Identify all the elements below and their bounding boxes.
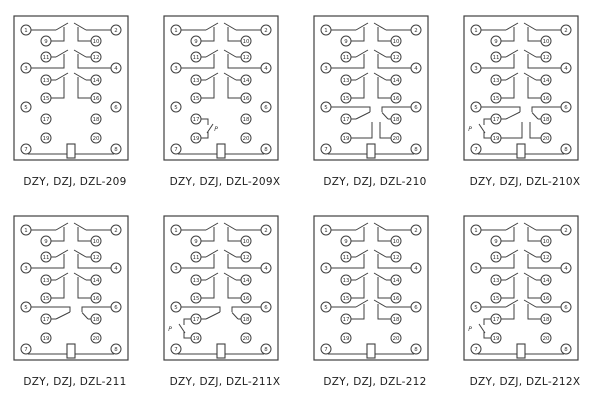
svg-text:12: 12	[542, 54, 550, 61]
diagram-label: DZY, DZJ, DZL-212X	[469, 376, 581, 388]
diagram-label: DZY, DZJ, DZL-211	[23, 376, 127, 388]
svg-text:11: 11	[192, 54, 200, 61]
svg-text:6: 6	[414, 104, 418, 111]
svg-text:4: 4	[414, 265, 418, 272]
svg-text:9: 9	[494, 38, 498, 45]
svg-text:8: 8	[414, 346, 418, 353]
svg-text:3: 3	[324, 265, 328, 272]
svg-text:3: 3	[174, 65, 178, 72]
svg-text:4: 4	[564, 265, 568, 272]
svg-text:19: 19	[192, 335, 200, 342]
svg-text:8: 8	[264, 346, 268, 353]
svg-text:11: 11	[42, 54, 50, 61]
svg-text:13: 13	[42, 277, 50, 284]
svg-text:3: 3	[174, 265, 178, 272]
diagram-cell-dzl-211x	[150, 200, 300, 400]
svg-text:18: 18	[392, 316, 400, 323]
relay-schematic-dzl-212	[300, 200, 450, 370]
svg-text:5: 5	[474, 304, 478, 311]
svg-text:3: 3	[474, 65, 478, 72]
svg-text:10: 10	[392, 38, 400, 45]
svg-text:13: 13	[492, 77, 500, 84]
svg-text:16: 16	[242, 95, 250, 102]
svg-text:6: 6	[264, 304, 268, 311]
svg-text:5: 5	[324, 104, 328, 111]
svg-text:12: 12	[392, 254, 400, 261]
relay-schematic-dzl-212x	[450, 200, 600, 370]
svg-text:9: 9	[344, 238, 348, 245]
svg-text:8: 8	[564, 146, 568, 153]
svg-text:5: 5	[174, 104, 178, 111]
svg-text:20: 20	[392, 135, 400, 142]
svg-text:10: 10	[242, 238, 250, 245]
svg-text:14: 14	[392, 277, 400, 284]
svg-text:19: 19	[42, 335, 50, 342]
svg-text:14: 14	[542, 77, 550, 84]
diagram-cell-dzl-212x	[450, 200, 600, 400]
svg-text:15: 15	[42, 295, 50, 302]
svg-text:20: 20	[392, 335, 400, 342]
svg-text:19: 19	[42, 135, 50, 142]
svg-text:10: 10	[392, 238, 400, 245]
diagram-cell-dzl-211	[0, 200, 150, 400]
svg-text:12: 12	[242, 254, 250, 261]
svg-text:13: 13	[492, 277, 500, 284]
svg-text:2: 2	[414, 27, 418, 34]
svg-text:15: 15	[342, 295, 350, 302]
svg-text:5: 5	[24, 304, 28, 311]
svg-text:17: 17	[492, 316, 500, 323]
relay-schematic-dzl-210	[300, 0, 450, 170]
svg-text:9: 9	[44, 238, 48, 245]
svg-text:10: 10	[92, 238, 100, 245]
svg-text:10: 10	[92, 38, 100, 45]
svg-text:11: 11	[42, 254, 50, 261]
svg-text:P: P	[214, 126, 218, 133]
svg-text:2: 2	[114, 27, 118, 34]
diagram-label: DZY, DZJ, DZL-209	[23, 176, 127, 188]
svg-text:4: 4	[414, 65, 418, 72]
svg-text:18: 18	[92, 116, 100, 123]
svg-text:19: 19	[192, 135, 200, 142]
svg-text:2: 2	[114, 227, 118, 234]
relay-schematic-dzl-210x	[450, 0, 600, 170]
svg-text:13: 13	[342, 77, 350, 84]
svg-text:20: 20	[92, 335, 100, 342]
svg-text:4: 4	[114, 65, 118, 72]
diagram-label: DZY, DZJ, DZL-212	[323, 376, 427, 388]
svg-text:9: 9	[344, 38, 348, 45]
svg-text:9: 9	[494, 238, 498, 245]
svg-text:17: 17	[192, 116, 200, 123]
svg-text:9: 9	[194, 238, 198, 245]
svg-text:7: 7	[24, 346, 28, 353]
svg-text:4: 4	[564, 65, 568, 72]
svg-text:19: 19	[342, 335, 350, 342]
diagram-cell-dzl-209x	[150, 0, 300, 200]
svg-text:14: 14	[242, 277, 250, 284]
svg-text:15: 15	[192, 95, 200, 102]
svg-text:6: 6	[114, 104, 118, 111]
relay-schematic-dzl-211x	[150, 200, 300, 370]
diagram-cell-dzl-209	[0, 0, 150, 200]
svg-text:20: 20	[92, 135, 100, 142]
svg-text:3: 3	[474, 265, 478, 272]
svg-text:1: 1	[324, 227, 328, 234]
svg-text:14: 14	[542, 277, 550, 284]
svg-text:19: 19	[492, 335, 500, 342]
svg-text:8: 8	[114, 146, 118, 153]
svg-text:7: 7	[324, 146, 328, 153]
svg-text:11: 11	[492, 54, 500, 61]
svg-text:5: 5	[24, 104, 28, 111]
svg-text:16: 16	[542, 295, 550, 302]
svg-text:8: 8	[564, 346, 568, 353]
diagram-cell-dzl-210	[300, 0, 450, 200]
svg-text:1: 1	[24, 227, 28, 234]
svg-text:19: 19	[492, 135, 500, 142]
svg-text:11: 11	[342, 254, 350, 261]
svg-text:3: 3	[24, 65, 28, 72]
svg-text:20: 20	[242, 135, 250, 142]
svg-text:8: 8	[114, 346, 118, 353]
svg-text:11: 11	[492, 254, 500, 261]
svg-text:15: 15	[42, 95, 50, 102]
svg-text:18: 18	[542, 316, 550, 323]
svg-text:6: 6	[564, 304, 568, 311]
svg-text:P: P	[468, 126, 472, 133]
svg-text:20: 20	[242, 335, 250, 342]
diagram-label: DZY, DZJ, DZL-211X	[169, 376, 281, 388]
svg-text:2: 2	[414, 227, 418, 234]
svg-text:18: 18	[242, 116, 250, 123]
relay-schematic-dzl-211	[0, 200, 150, 370]
svg-text:5: 5	[474, 104, 478, 111]
svg-text:5: 5	[324, 304, 328, 311]
svg-text:14: 14	[392, 77, 400, 84]
svg-text:8: 8	[264, 146, 268, 153]
svg-text:17: 17	[342, 116, 350, 123]
svg-text:1: 1	[174, 27, 178, 34]
diagram-label: DZY, DZJ, DZL-209X	[169, 176, 281, 188]
svg-text:6: 6	[264, 104, 268, 111]
svg-text:3: 3	[324, 65, 328, 72]
svg-text:14: 14	[242, 77, 250, 84]
svg-text:17: 17	[42, 316, 50, 323]
svg-text:17: 17	[42, 116, 50, 123]
svg-text:18: 18	[92, 316, 100, 323]
svg-text:7: 7	[474, 346, 478, 353]
svg-text:7: 7	[174, 146, 178, 153]
svg-text:16: 16	[92, 95, 100, 102]
svg-text:19: 19	[342, 135, 350, 142]
svg-text:3: 3	[24, 265, 28, 272]
svg-text:11: 11	[192, 254, 200, 261]
svg-text:1: 1	[174, 227, 178, 234]
svg-text:20: 20	[542, 135, 550, 142]
svg-text:15: 15	[192, 295, 200, 302]
svg-text:12: 12	[92, 54, 100, 61]
svg-text:7: 7	[474, 146, 478, 153]
svg-text:17: 17	[492, 116, 500, 123]
svg-text:1: 1	[24, 27, 28, 34]
svg-text:20: 20	[542, 335, 550, 342]
svg-text:6: 6	[114, 304, 118, 311]
svg-text:2: 2	[564, 27, 568, 34]
diagram-label: DZY, DZJ, DZL-210	[323, 176, 427, 188]
svg-text:13: 13	[342, 277, 350, 284]
svg-text:6: 6	[414, 304, 418, 311]
svg-text:1: 1	[474, 27, 478, 34]
svg-text:1: 1	[324, 27, 328, 34]
svg-text:14: 14	[92, 277, 100, 284]
diagram-cell-dzl-210x	[450, 0, 600, 200]
svg-text:2: 2	[264, 27, 268, 34]
svg-text:16: 16	[392, 95, 400, 102]
svg-text:17: 17	[342, 316, 350, 323]
svg-text:11: 11	[342, 54, 350, 61]
svg-text:17: 17	[192, 316, 200, 323]
diagram-cell-dzl-212	[300, 200, 450, 400]
svg-text:2: 2	[564, 227, 568, 234]
svg-text:13: 13	[192, 277, 200, 284]
svg-text:16: 16	[392, 295, 400, 302]
svg-text:15: 15	[492, 95, 500, 102]
svg-text:13: 13	[192, 77, 200, 84]
svg-text:15: 15	[342, 95, 350, 102]
svg-text:16: 16	[242, 295, 250, 302]
svg-text:4: 4	[114, 265, 118, 272]
svg-text:12: 12	[92, 254, 100, 261]
svg-text:12: 12	[542, 254, 550, 261]
svg-text:13: 13	[42, 77, 50, 84]
svg-text:9: 9	[44, 38, 48, 45]
svg-text:7: 7	[324, 346, 328, 353]
svg-text:7: 7	[174, 346, 178, 353]
svg-text:1: 1	[474, 227, 478, 234]
relay-schematic-dzl-209	[0, 0, 150, 170]
svg-text:12: 12	[392, 54, 400, 61]
svg-text:12: 12	[242, 54, 250, 61]
svg-text:8: 8	[414, 146, 418, 153]
svg-text:10: 10	[242, 38, 250, 45]
svg-text:16: 16	[542, 95, 550, 102]
diagram-label: DZY, DZJ, DZL-210X	[469, 176, 581, 188]
svg-text:18: 18	[542, 116, 550, 123]
svg-text:2: 2	[264, 227, 268, 234]
svg-text:4: 4	[264, 65, 268, 72]
svg-text:10: 10	[542, 238, 550, 245]
svg-text:10: 10	[542, 38, 550, 45]
svg-text:P: P	[468, 326, 472, 333]
svg-text:5: 5	[174, 304, 178, 311]
svg-text:9: 9	[194, 38, 198, 45]
svg-text:P: P	[168, 326, 172, 333]
svg-text:4: 4	[264, 265, 268, 272]
svg-text:16: 16	[92, 295, 100, 302]
svg-text:18: 18	[392, 116, 400, 123]
svg-text:15: 15	[492, 295, 500, 302]
svg-text:6: 6	[564, 104, 568, 111]
svg-text:14: 14	[92, 77, 100, 84]
svg-text:18: 18	[242, 316, 250, 323]
svg-text:7: 7	[24, 146, 28, 153]
relay-schematic-dzl-209x	[150, 0, 300, 170]
